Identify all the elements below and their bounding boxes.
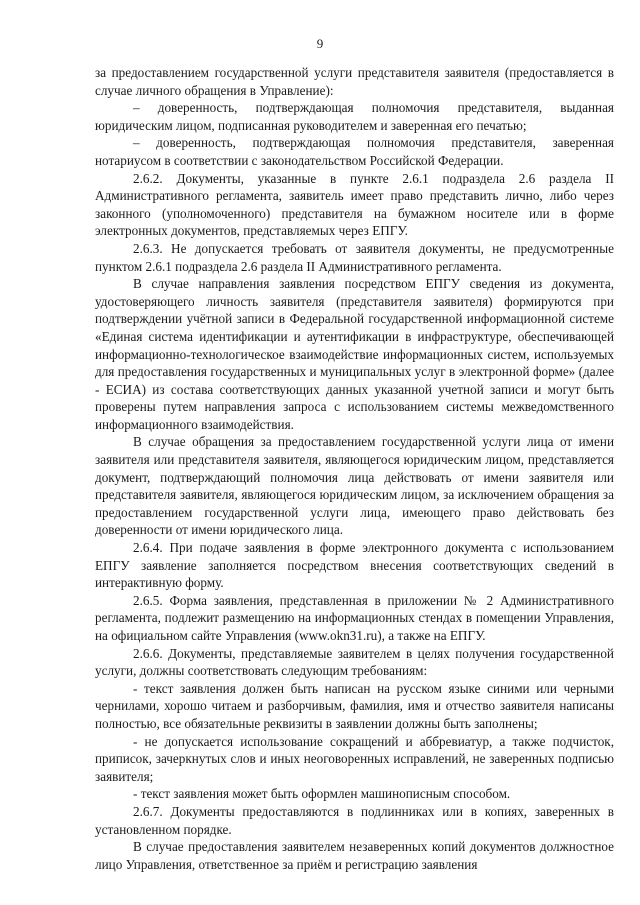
- paragraph: - текст заявления может быть оформлен машинописным способом.: [133, 786, 511, 802]
- page-number: 9: [316, 36, 324, 51]
- paragraph: за предоставлением государственной услуги представителя заявителя (предоставляется в случае личного обращения в Управление):: [95, 65, 614, 98]
- paragraph: 2.6.7. Документы предоставляются в подлинниках или в копиях, заверенных в установленном порядке.: [95, 803, 614, 837]
- paragraph: 2.6.6. Документы, представляемые заявителем в целях получения государственной услуги, должны соответствовать следующим требованиям:: [95, 645, 614, 679]
- paragraph: – доверенность, подтверждающая полномочия представителя, заверенная нотариусом в соответствии с законодательством Российской Федерации.: [95, 135, 614, 168]
- paragraph: 2.6.5. Форма заявления, представленная в приложении № 2 Административного регламента, подлежит размещению на информационных стендах в помещении Управления, на официальном сайте Управления (www.okn31.ru), а также на ЕПГУ.: [95, 592, 614, 643]
- paragraph: 2.6.4. При подаче заявления в форме электронного документа с использованием ЕПГУ заявление заполняется посредством внесения соответствующих сведений в интерактивную форму.: [95, 540, 614, 591]
- paragraph: В случае предоставления заявителем незаверенных копий документов должностное лицо Управления, ответственное за приём и регистрацию заявления: [95, 839, 614, 872]
- paragraph: - текст заявления должен быть написан на русском языке синими или черными чернилами, хорошо читаем и разборчивым, фамилия, имя и отчество заявителя написаны полностью, все обязательные реквизиты в заявлении должны быть заполнены;: [95, 680, 614, 731]
- paragraph: – доверенность, подтверждающая полномочия представителя, выданная юридическим лицом, подписанная руководителем и заверенная его печатью;: [95, 100, 614, 133]
- paragraph: В случае обращения за предоставлением государственной услуги лица от имени заявителя или представителя заявителя, являющегося юридическим лицом, представляется документ, подтверждающий полномочия лица действовать от имени заявителя или представителя заявителя, являющегося юридическим лицом, за исключением обращения за предоставлением государственной услуги лица, имеющего право действовать без доверенности от имени юридического лица.: [95, 434, 614, 538]
- paragraph: - не допускается использование сокращений и аббревиатур, а также подчисток, приписок, зачеркнутых слов и иных неоговоренных исправлений, не заверенных подписью заявителя;: [95, 733, 614, 784]
- paragraph: 2.6.3. Не допускается требовать от заявителя документы, не предусмотренные пунктом 2.6.1 подраздела 2.6 раздела II Административного регламента.: [95, 240, 614, 274]
- document-body: [95, 64, 614, 873]
- paragraph: В случае направления заявления посредством ЕПГУ сведения из документа, удостоверяющего личность заявителя (представителя заявителя) формируются при подтверждении учётной записи в Федеральной государственной информационной системе «Единая система идентификации и аутентификации в инфраструктуре, обеспечивающей информационно-технологическое взаимодействие информационных систем, используемых для предоставления государственных и муниципальных услуг в электронной форме» (далее - ЕСИА) из состава соответствующих данных указанной учетной записи и могут быть проверены путем направления запроса с использованием системы межведомственного информационного взаимодействия.: [95, 276, 614, 432]
- paragraph: 2.6.2. Документы, указанные в пункте 2.6.1 подраздела 2.6 раздела II Административного регламента, заявитель имеет право представить лично, либо через законного (уполномоченного) представителя на бумажном носителе или в форме электронных документов, представляемых через ЕПГУ.: [95, 170, 614, 239]
